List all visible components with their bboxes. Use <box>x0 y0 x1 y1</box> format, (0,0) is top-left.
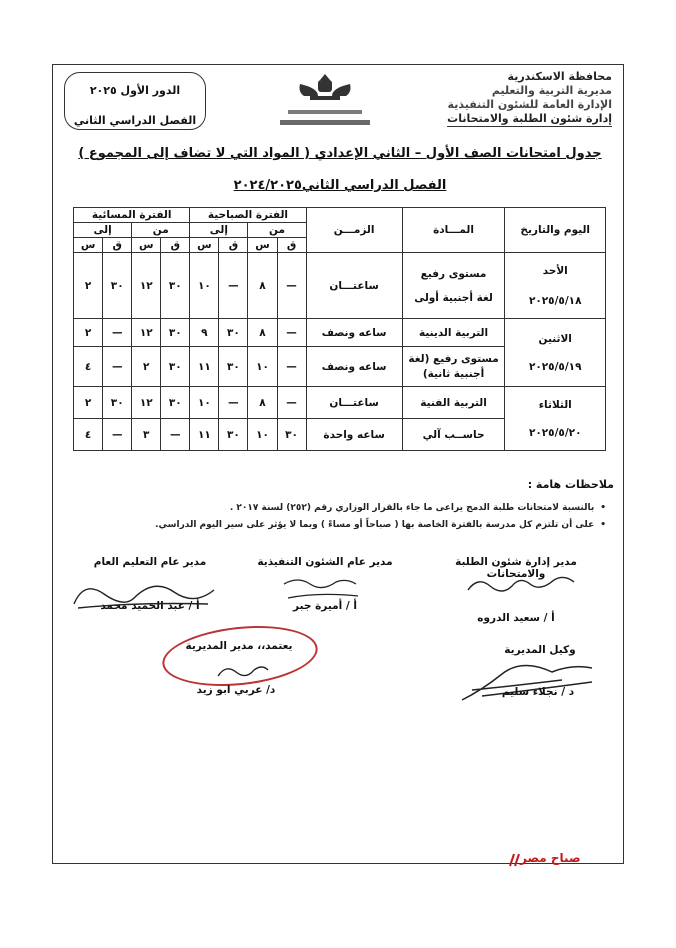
handwritten-signature-icon <box>212 658 272 684</box>
time-cell: ١٠ <box>248 419 277 451</box>
note-item: • بالنسبة لامتحانات طلبة الدمج يراعى ما جاء بالقرار الوزاري رقم (٢٥٢) لسنة ٢٠١٧ . <box>86 500 606 517</box>
unit-s: س <box>74 238 103 253</box>
department: إدارة شئون الطلبة والامتحانات <box>447 112 612 125</box>
unit-s: س <box>248 238 277 253</box>
time-cell: ٩ <box>190 319 219 347</box>
day-date: ٢٠٢٥/٥/١٩ <box>528 360 582 373</box>
day-cell <box>505 387 606 451</box>
subject-cell: التربية الفنية <box>402 387 505 419</box>
time-cell: — <box>219 253 248 319</box>
signature-deputy-name <box>478 686 598 698</box>
table-row <box>74 253 606 319</box>
signature-name: د/ عربي ابو زيد <box>196 684 276 696</box>
time-cell: ١٢ <box>132 253 161 319</box>
exam-round: الدور الأول ٢٠٢٥ <box>89 84 181 97</box>
signature-deputy <box>480 644 600 656</box>
col-morning: الفترة الصباحية <box>190 208 306 223</box>
time-cell: ٣٠ <box>277 419 306 451</box>
general-administration: الإدارة العامة للشئون التنفيذية <box>447 98 612 111</box>
page-title: جدول امتحانات الصف الأول – الثاني الإعدادي ( المواد التي لا تضاف إلى المجموع ) <box>78 146 602 161</box>
time-cell: ٣٠ <box>161 347 190 387</box>
time-cell: ١٠ <box>190 253 219 319</box>
table-row <box>74 319 606 347</box>
watermark-logo <box>520 851 581 865</box>
duration-cell: ساعه ونصف <box>306 347 402 387</box>
signature-name: د / نجلاء سليم <box>501 686 575 698</box>
col-morning-to: إلى <box>190 223 248 238</box>
time-cell: ٣٠ <box>219 319 248 347</box>
col-day: اليوم والتاريخ <box>505 208 606 253</box>
day-cell <box>505 253 606 319</box>
unit-q: ق <box>277 238 306 253</box>
col-morning-from: من <box>248 223 306 238</box>
time-cell: ٨ <box>248 387 277 419</box>
time-cell: ١١ <box>190 347 219 387</box>
time-cell: — <box>277 253 306 319</box>
time-cell: ٣٠ <box>161 387 190 419</box>
time-cell: ١١ <box>190 419 219 451</box>
time-cell: — <box>219 387 248 419</box>
time-cell: ٣٠ <box>103 253 132 319</box>
unit-q: ق <box>103 238 132 253</box>
col-evening-from: من <box>132 223 190 238</box>
governorate: محافظة الاسكندرية <box>507 70 612 83</box>
day-name: الثلاثاء <box>538 398 572 411</box>
time-cell: ١٢ <box>132 387 161 419</box>
time-cell: — <box>103 319 132 347</box>
signature-executive-affairs <box>250 556 400 612</box>
exam-round-box <box>64 72 206 130</box>
time-cell: — <box>277 387 306 419</box>
table-header-row <box>74 208 606 223</box>
signature-students-affairs <box>432 556 600 624</box>
time-cell: ٣٠ <box>161 253 190 319</box>
issuing-authority <box>447 70 612 127</box>
time-cell: ٤ <box>74 347 103 387</box>
unit-s: س <box>132 238 161 253</box>
handwritten-signature-icon <box>462 572 582 598</box>
unit-s: س <box>190 238 219 253</box>
signature-title: مدير عام التعليم العام <box>93 556 207 568</box>
signature-name: أ / سعيد الدروه <box>477 612 555 624</box>
duration-cell: ساعتـــان <box>306 387 402 419</box>
unit-q: ق <box>161 238 190 253</box>
watermark-text: صباح مصر <box>520 851 581 865</box>
signature-director-name <box>176 684 296 696</box>
signature-title: وكيل المديرية <box>504 644 576 656</box>
signature-title: مدير عام الشئون التنفيذية <box>257 556 393 568</box>
signature-title: مدير إدارة شئون الطلبة والامتحانات <box>455 556 577 580</box>
day-date: ٢٠٢٥/٥/١٨ <box>528 294 582 307</box>
signature-name: أ / عبد الحميد محمد <box>100 600 200 612</box>
time-cell: ٣٠ <box>219 419 248 451</box>
subject-cell: التربية الدينية <box>402 319 505 347</box>
time-cell: — <box>103 419 132 451</box>
signature-director <box>166 640 312 652</box>
handwritten-signature-icon <box>452 660 612 708</box>
time-cell: ٢ <box>132 347 161 387</box>
col-duration: الزمـــن <box>306 208 402 253</box>
time-cell: ١٠ <box>190 387 219 419</box>
slash-bars-icon <box>508 853 522 867</box>
exam-term: الفصل الدراسي الثاني <box>73 114 197 127</box>
time-cell: ٨ <box>248 319 277 347</box>
time-cell: ٢ <box>74 319 103 347</box>
handwritten-signature-icon <box>274 572 384 602</box>
duration-cell: ساعه واحدة <box>306 419 402 451</box>
time-cell: — <box>277 347 306 387</box>
subject-cell: مستوى رفيع (لغة أجنبية ثانية) <box>402 347 505 387</box>
time-cell: ٢ <box>74 253 103 319</box>
directorate: مديرية التربية والتعليم <box>491 84 612 97</box>
time-cell: — <box>161 419 190 451</box>
time-cell: ٢ <box>74 387 103 419</box>
notes-list <box>86 500 606 534</box>
page-subtitle: الفصل الدراسي الثاني٢٠٢٤/٢٠٢٥ <box>233 178 447 193</box>
time-cell: ٣٠ <box>103 387 132 419</box>
day-name: الاثنين <box>538 332 572 345</box>
time-cell: — <box>277 319 306 347</box>
day-cell <box>505 319 606 387</box>
time-cell: ٤ <box>74 419 103 451</box>
subject-cell: مستوى رفيع لغة أجنبية أولى <box>402 253 505 319</box>
time-cell: ٣ <box>132 419 161 451</box>
notes-heading: ملاحظات هامة : <box>527 478 614 491</box>
subject-cell: حاســب آلي <box>402 419 505 451</box>
day-name: الأحد <box>542 264 568 277</box>
table-row <box>74 387 606 419</box>
exam-schedule-table <box>73 207 606 451</box>
duration-cell: ساعتـــان <box>306 253 402 319</box>
col-evening-to: إلى <box>74 223 132 238</box>
eagle-emblem-icon <box>270 70 380 132</box>
time-cell: — <box>103 347 132 387</box>
signature-name: أ / أميرة جبر <box>293 600 357 612</box>
note-item: • على أن تلتزم كل مدرسة بالفترة الخاصة بها ( صباحاً أو مساءً ) وبما لا يؤثر على سير اليوم الدراسي. <box>86 517 606 534</box>
day-date: ٢٠٢٥/٥/٢٠ <box>528 426 582 439</box>
col-subject: المـــادة <box>402 208 505 253</box>
time-cell: ٣٠ <box>161 319 190 347</box>
signature-general-education <box>70 556 230 612</box>
time-cell: ٣٠ <box>219 347 248 387</box>
time-cell: ٨ <box>248 253 277 319</box>
handwritten-signature-icon <box>70 574 220 614</box>
col-evening: الفترة المسائية <box>74 208 190 223</box>
time-cell: ١٠ <box>248 347 277 387</box>
signature-title: يعتمد،، مدير المديرية <box>185 640 293 652</box>
time-cell: ١٢ <box>132 319 161 347</box>
duration-cell: ساعه ونصف <box>306 319 402 347</box>
unit-q: ق <box>219 238 248 253</box>
